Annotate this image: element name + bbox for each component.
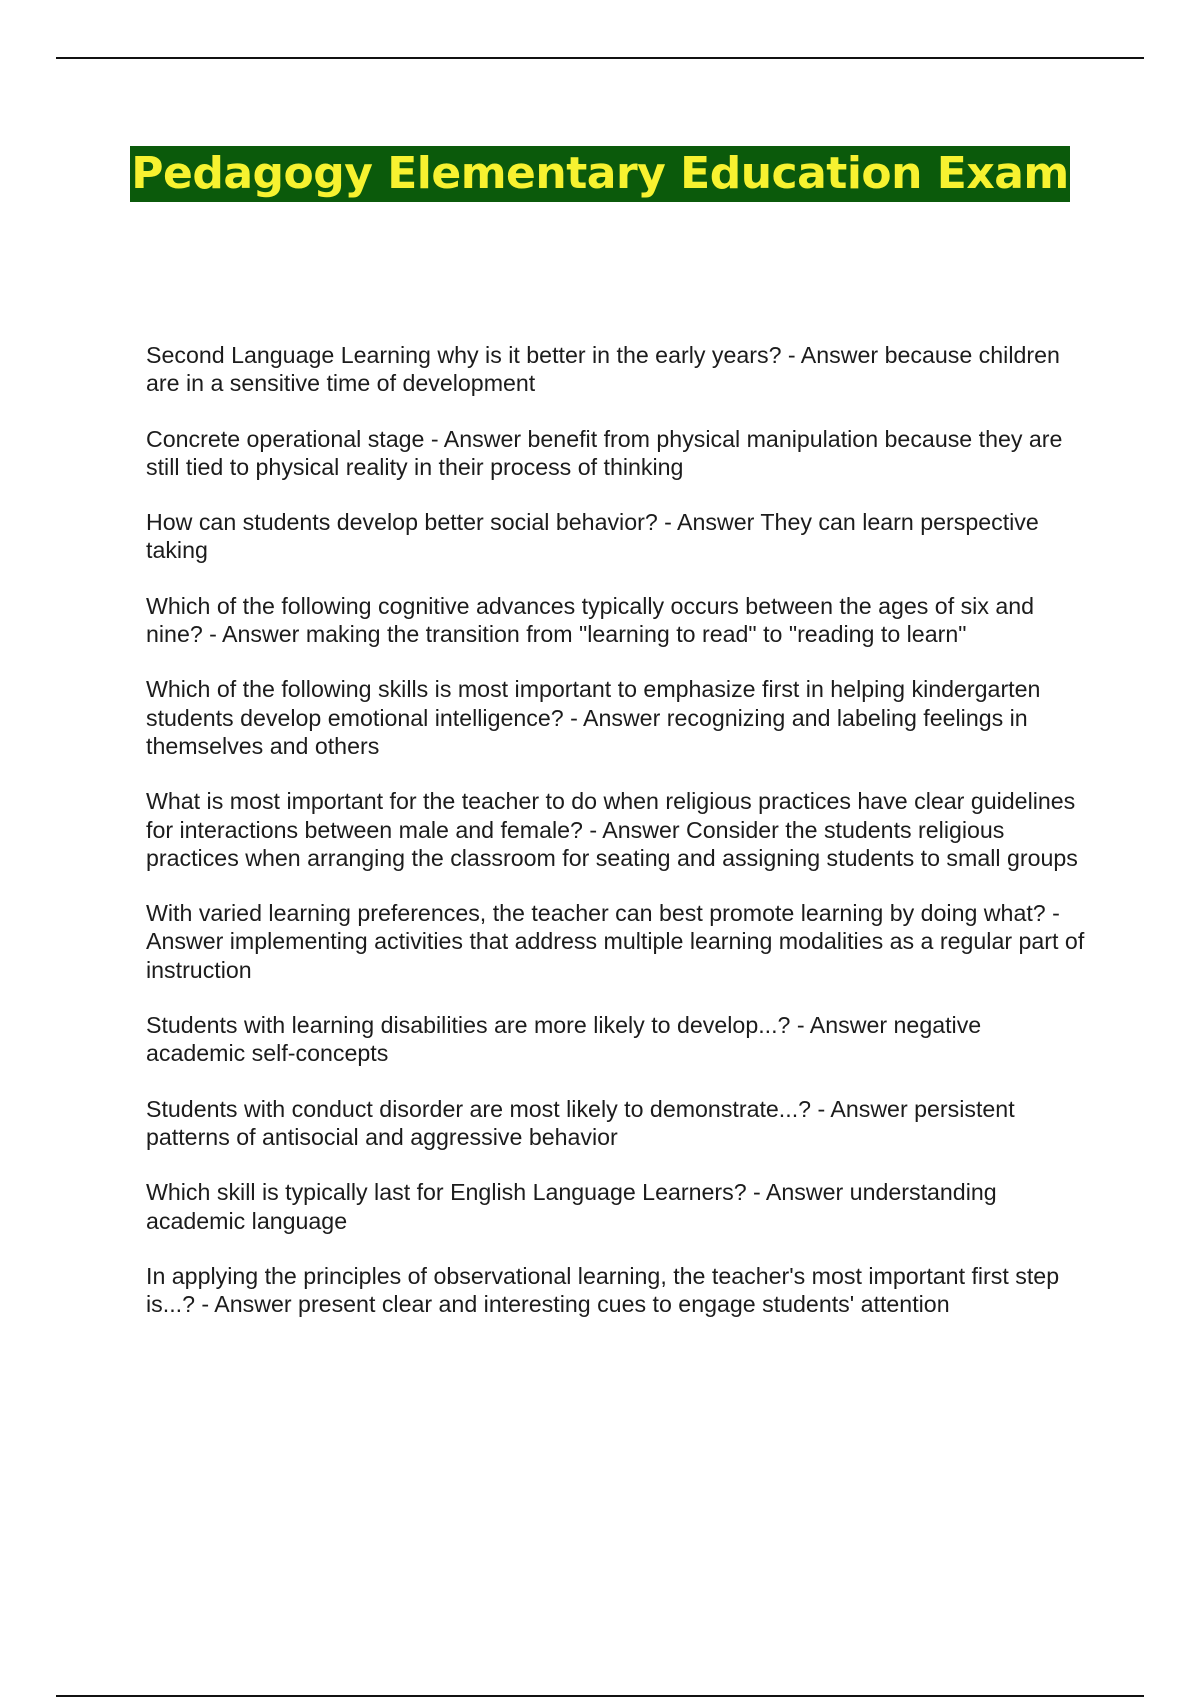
title-block bbox=[0, 146, 1200, 202]
qa-item-11: In applying the principles of observational learning, the teacher's most important first step is...? - Answer present clear and interesting cues to engage students' attention bbox=[146, 1262, 1060, 1318]
qa-item-4: Which of the following cognitive advances typically occurs between the ages of six and nine? - Answer making the transition from "learning to read" to "reading to learn" bbox=[146, 592, 1035, 648]
document-title: Pedagogy Elementary Education Exam bbox=[130, 146, 1070, 202]
header-rule bbox=[56, 57, 1144, 59]
qa-item-2: Concrete operational stage - Answer benefit from physical manipulation because they are still tied to physical reality in their process of thinking bbox=[146, 425, 1063, 480]
footer-rule bbox=[56, 1695, 1144, 1697]
qa-item-1: Second Language Learning why is it better in the early years? - Answer because children are in a sensitive time of development bbox=[146, 342, 1060, 397]
qa-list bbox=[146, 341, 1086, 1345]
qa-item-9: Students with conduct disorder are most likely to demonstrate...? - Answer persistent patterns of antisocial and aggressive behavior bbox=[146, 1095, 1015, 1150]
qa-item-5: Which of the following skills is most important to emphasize first in helping kindergarten students develop emotional intelligence? - Answer recognizing and labeling feelings in themselves and others bbox=[146, 676, 1041, 759]
qa-item-6: What is most important for the teacher to do when religious practices have clear guidelines for interactions between male and female? - Answer Consider the students religious practices when arranging the classroom for seating and assigning students to small groups bbox=[146, 788, 1078, 871]
qa-item-7: With varied learning preferences, the teacher can best promote learning by doing what? - Answer implementing activities that address multiple learning modalities as a regular part of instruction bbox=[146, 900, 1085, 983]
qa-item-3: How can students develop better social behavior? - Answer They can learn perspective taking bbox=[146, 509, 1039, 564]
qa-item-10: Which skill is typically last for English Language Learners? - Answer understanding academic language bbox=[146, 1179, 997, 1234]
qa-item-8: Students with learning disabilities are more likely to develop...? - Answer negative academic self-concepts bbox=[146, 1012, 982, 1067]
